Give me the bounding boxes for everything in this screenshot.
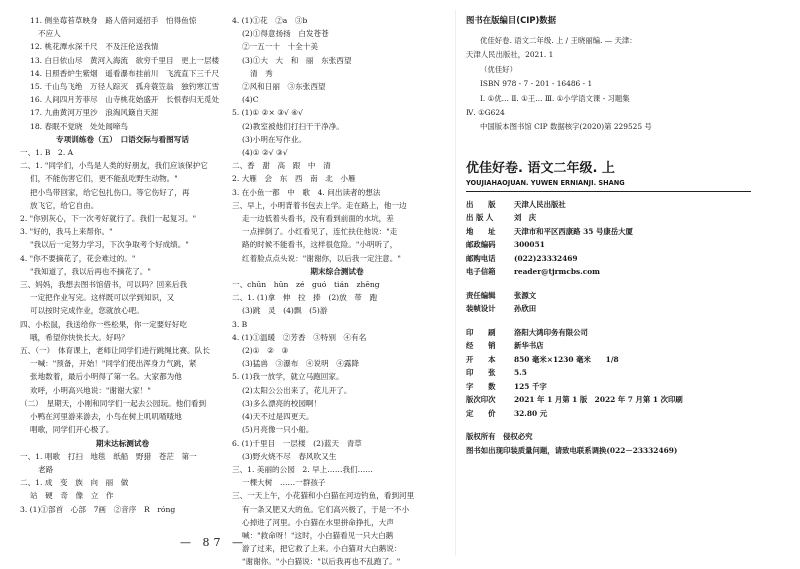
info-label: 印 刷	[466, 327, 496, 337]
info-row	[466, 407, 786, 421]
info-value: 刘 庆	[514, 213, 537, 223]
answer-line: (3)多么漂亮的校园啊！	[242, 398, 322, 408]
answer-line: (4)天不过是四更天。	[242, 412, 314, 422]
cip-block	[466, 34, 786, 135]
section-heading: 期末达标测试卷	[95, 438, 150, 448]
answer-line: 不应人	[38, 29, 61, 39]
rights-notice: 版权所有 侵权必究	[466, 432, 533, 442]
answer-line: (3)猛兽 ③瀑布 ④说明 ④露降	[242, 359, 360, 369]
answer-line: 6. (1)千里目 一层楼 (2)蓝天 青草	[232, 438, 362, 448]
info-row	[466, 225, 786, 239]
answer-line: (5)月亮像一只小船。	[242, 425, 314, 435]
answer-line: 一棵大树 ……一群孩子	[242, 478, 326, 488]
info-label: 版次印次	[466, 395, 496, 405]
answer-line: 一喊："预备，开始！"同学们使出浑身力气跳，紧	[30, 359, 197, 369]
answer-line: 五、（一） 体育课上，老师让同学们进行跳绳比赛。队长	[20, 346, 210, 356]
info-value: 天津市和平区西康路 35 号康岳大厦	[514, 226, 633, 236]
section-heading: 期末综合测试卷	[310, 266, 364, 276]
info-row	[466, 265, 786, 279]
answer-line: (3)①大 大 和 丽 东张西望	[242, 55, 352, 65]
copyright-page	[466, 14, 786, 457]
answer-line: 站 硬 奇 像 立 作	[30, 491, 114, 501]
info-label: 电子信箱	[466, 267, 496, 277]
quality-notice: 图书如出现印装质量问题，请致电联系调换(022－23332469)	[466, 445, 678, 455]
cip-title: 图书在版编目(CIP)数据	[466, 15, 557, 25]
info-row	[466, 211, 786, 225]
answer-line: 三、一天上午，小花猫和小白猫在河边钓鱼，看到河里	[232, 491, 415, 501]
info-label: 出 版	[466, 199, 496, 209]
page-divider	[455, 10, 456, 556]
answer-line: ②风和日丽 ③东张西望	[242, 82, 326, 92]
info-value: 32.80 元	[514, 408, 548, 418]
answer-line: 17. 九曲黄河万里沙 浪淘风簸自天涯	[30, 108, 159, 118]
info-label: 开 本	[466, 354, 496, 364]
info-row	[466, 252, 786, 266]
answer-line: 小鸭在河里游来游去，小鸟在树上叽叽喳喳地	[30, 412, 182, 422]
answer-line: 2. 大雁 会 东 西 南 北 小雁	[232, 174, 356, 184]
answer-line: 路的时候不能看书，这样很危险。"小明听了，	[242, 240, 398, 250]
info-value: 125 千字	[514, 381, 547, 391]
info-row	[466, 380, 786, 394]
answer-line: 13. 白日依山尽 黄河入海流 欲穷千里目 更上一层楼	[30, 55, 220, 65]
cip-line: 中国版本图书馆 CIP 数据核字(2020)第 229525 号	[480, 122, 652, 132]
info-row	[466, 289, 786, 303]
answer-line: 二、香 甜 高 跟 中 清	[232, 161, 331, 171]
answer-line: (2)① ② ③	[242, 346, 289, 356]
info-label: 地 址	[466, 226, 496, 236]
answer-line: 4. "你不要摘花了，花会难过的。"	[20, 253, 136, 263]
cip-line: Ⅳ. ①G624	[466, 108, 505, 118]
answer-line: 18. 春眠不觉晓 处处闻啼鸟	[30, 121, 129, 131]
answer-line: 3. B	[232, 319, 248, 329]
answer-line: 放飞它，给它自由。	[30, 200, 99, 210]
publication-info	[466, 198, 786, 279]
info-label: 装帧设计	[466, 304, 496, 314]
info-value: 孙欣田	[514, 304, 537, 314]
answer-line: (2)太阳公公出来了，花儿开了。	[242, 385, 352, 395]
answer-line: 二、1. 成 变 族 向 丽 做	[20, 478, 129, 488]
answer-line: 唱歌，同学们开心极了。	[30, 425, 114, 435]
info-row	[466, 393, 786, 407]
info-label: 印 张	[466, 368, 496, 378]
answer-line: (2)①得意扬扬 白发苍苍	[242, 29, 329, 39]
info-value: reader@tjrmcbs.com	[514, 267, 600, 277]
answer-line: 游了过来，把它救了上来。小白猫对大白鹅说：	[242, 544, 402, 554]
answer-column-left	[20, 14, 225, 516]
info-value: 2021 年 1 月第 1 版 2022 年 7 月第 1 次印刷	[514, 395, 683, 405]
answer-line: (2)教室被他们打扫干干净净。	[242, 121, 344, 131]
answer-line: (4)C	[242, 95, 259, 105]
answer-line: 3. "好的，我马上来帮你。"	[20, 227, 113, 237]
section-heading: 专项训练卷（五） 口语交际与看图写话	[56, 134, 189, 144]
answer-line: 三、妈妈，我想去图书馆借书，可以吗？回来后我	[20, 280, 188, 290]
book-title: 优佳好卷. 语文二年级. 上	[466, 160, 615, 176]
info-row	[466, 366, 786, 380]
info-row	[466, 353, 786, 367]
answer-line: 16. 人间四月芳菲尽 山寺桃花始盛开 长恨春归无觅处	[30, 95, 220, 105]
answer-line: 心掉进了河里。小白猫在水里拼命挣扎，大声	[242, 517, 394, 527]
info-label: 邮购电话	[466, 253, 496, 263]
answer-line: 3. 在小鱼一都 中 歌 4. 问出读者的想法	[232, 187, 381, 197]
answer-line: 三、1. 美丽的公园 2. 早上……我们……	[232, 464, 373, 474]
answer-line: (3)小明在写作业。	[242, 134, 306, 144]
info-value: 5.5	[514, 368, 527, 378]
cip-line: 天津人民出版社，2021. 1	[466, 50, 554, 60]
answer-line: 14. 日照香炉生紫烟 遥看瀑布挂前川 飞流直下三千尺	[30, 68, 220, 78]
info-label: 字 数	[466, 381, 496, 391]
answer-line: 们，不能伤害它们，更不能乱吃野生动物。"	[30, 174, 178, 184]
book-pinyin-title: YOUJIAHAOJUAN. YUWEN ERNIANJI. SHANG	[466, 179, 751, 192]
answer-line: ②一五一十 十全十美	[242, 42, 318, 52]
answer-line: 二、1. "同学们，小鸟是人类的好朋友，我们应该保护它	[20, 161, 208, 171]
answer-line: 3. (1)①部首 心部 7画 ②音序 R róng	[20, 504, 176, 514]
answer-line: 4. (1)①花 ②a ③b	[232, 16, 308, 25]
answer-line: "我知道了，我以后再也不摘花了。"	[30, 266, 151, 276]
info-row	[466, 339, 786, 353]
info-value: 300051	[514, 240, 545, 250]
answer-line: 5. (1)① ②× ③√ ④√	[232, 108, 303, 118]
info-label: 责任编辑	[466, 290, 496, 300]
answer-line: 清 秀	[250, 68, 273, 78]
printing-info	[466, 326, 786, 421]
info-value: 张源文	[514, 290, 537, 300]
answer-line: (3)野火烧不尽 春风吹又生	[242, 451, 337, 461]
info-label: 经 销	[466, 341, 496, 351]
answer-line: 二、1. (1)拿 伸 拉 捧 (2)放 带 跑	[232, 293, 378, 303]
info-value: (022)23332469	[514, 253, 578, 263]
cip-line: ISBN 978 - 7 - 201 - 16486 - 1	[480, 79, 593, 89]
info-label: 定 价	[466, 408, 496, 418]
answer-line: 四、小松鼠，我送给你一些松果，你一定要好好吃	[20, 319, 188, 329]
answer-line: 4. (1)①温暖 ②芳香 ③特别 ④有名	[232, 332, 367, 342]
answer-line: (4)① ②√ ③√	[242, 148, 288, 158]
info-row	[466, 326, 786, 340]
page-number: — 87 —	[180, 536, 247, 549]
answer-line: 11. 侧坐莓苔草映身 路人借问遥招手 怕得鱼惊	[30, 16, 197, 25]
info-row	[466, 198, 786, 212]
answer-line: 走一边低着头看书，没有看到前面的水坑，差	[242, 214, 394, 224]
answer-line: 12. 桃花潭水深千尺 不及汪伦送我情	[30, 42, 159, 52]
answer-line: 一点摔倒了。小红看见了，连忙扶住他说："走	[242, 227, 398, 237]
answer-line: 5. (1)我一放学，就立马跑回家。	[232, 372, 344, 382]
answer-line: 2. "你别灰心，下一次考好就行了。我们一起复习。"	[20, 214, 197, 224]
info-value: 新华书店	[514, 341, 544, 351]
answer-line: (3)跳 灵 (4)飘 (5)游	[242, 306, 328, 316]
answer-line: 可以按时完成作业，您就放心吧。	[30, 306, 144, 316]
answer-line: 红着脸点点头说："谢谢你，以后我一定注意。"	[242, 253, 401, 263]
answer-line: 哦，希望你快快长大。好吗？	[30, 332, 129, 342]
answer-line: 一定把作业写完。这样既可以学到知识，又	[30, 293, 175, 303]
cip-line: Ⅰ. ①优… Ⅱ. ①王… Ⅲ. ①小学语文课 - 习题集	[480, 93, 630, 103]
info-value: 850 毫米×1230 毫米 1/8	[514, 354, 619, 364]
answer-line: 三、早上，小明背着书包去上学。走在路上，他一边	[232, 200, 407, 210]
info-value: 洛阳大鸿印务有限公司	[514, 327, 588, 337]
info-label: 出 版 人	[466, 213, 494, 223]
info-label: 邮政编码	[466, 240, 496, 250]
answer-line: 15. 千山鸟飞绝 万径人踪灭 孤舟蓑笠翁 独钓寒江雪	[30, 82, 220, 92]
info-row	[466, 238, 786, 252]
answer-line: 有一条又肥又大的鱼。它们高兴极了，于是一不小	[242, 504, 410, 514]
answer-line: 张地数着，最后小明得了第一名。大家都为他	[30, 372, 182, 382]
answer-column-middle	[232, 14, 442, 569]
answer-line: （二） 星期天，小刚和同学们一起去公园玩。他们看到	[20, 398, 207, 408]
cip-line: 优佳好卷. 语文二年级. 上 / 王晓丽编. — 天津：	[480, 36, 637, 45]
answer-line: 一、1. 唱歌 打扫 地毯 纸船 野猎 苍茫 第一	[20, 451, 197, 461]
answer-line: "我以后一定努力学习，下次争取考个好成绩。"	[30, 240, 189, 250]
cip-line: （优佳好）	[480, 64, 517, 74]
answer-line: 一、1. B 2. A	[20, 148, 74, 158]
answer-line: 欢呼，小明高兴地说："谢谢大家！"	[30, 385, 151, 395]
answer-line: "谢谢你。"小白猫说："以后我再也不乱跑了。"	[242, 557, 401, 567]
answer-line: 把小鸟带回家，给它包扎伤口。等它伤好了，再	[30, 187, 190, 197]
answer-line: 一、chūn hūn zé guó tián zhēng	[232, 280, 380, 290]
editor-info	[466, 289, 786, 316]
info-row	[466, 302, 786, 316]
info-value: 天津人民出版社	[514, 199, 566, 209]
answer-line: 喊："救命呀！"这时，小白猫看见一只大白鹅	[242, 530, 394, 540]
answer-line: 老路	[38, 464, 54, 474]
